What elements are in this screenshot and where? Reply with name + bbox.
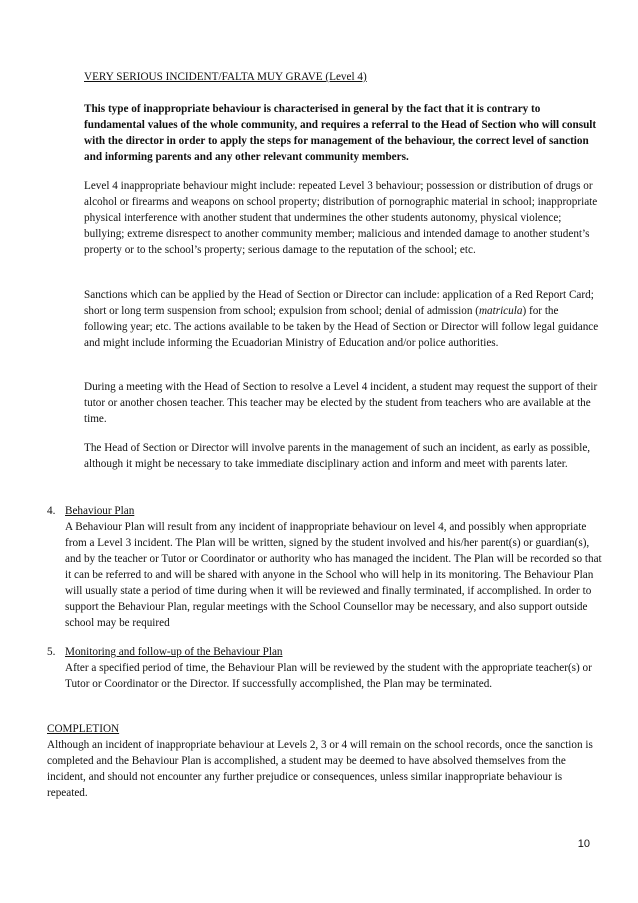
completion-heading: COMPLETION xyxy=(47,723,120,735)
level4-sanctions xyxy=(84,287,604,351)
completion-body: Although an incident of inappropriate behaviour at Levels 2, 3 or 4 will remain on the school records, once the sanction is completed and the Behaviour Plan is accomplished, a student may be deemed to have absolved themselves from the incident, and should not encounter any further prejudice or consequences, unless similar inappropriate behaviour is repeated. xyxy=(47,739,593,799)
page-number: 10 xyxy=(577,838,590,850)
section-title: Behaviour Plan xyxy=(65,505,135,517)
level4-examples xyxy=(84,178,604,258)
section-number: 4. xyxy=(47,505,56,517)
sanctions-italic-term: matricula xyxy=(478,305,523,317)
level4-parents: The Head of Section or Director will involve parents in the management of such an incident, as early as possible, although it might be necessary to take immediate disciplinary action and inform and meet with parents later. xyxy=(84,442,591,470)
level4-examples-text: Level 4 inappropriate behaviour might include: repeated Level 3 behaviour; possession or distribution of drugs or alcohol or firearms and weapons on school property; distribution of pornographic material in school; inappropriate physical interference with another student that undermines the other students autonomy, physical violence; bullying; extreme disrespect to another community member; malicious and intended damage to another student’s property or to the school’s property; serious damage to the reputation of the school; etc. xyxy=(84,180,598,256)
sanctions-text-before: Sanctions which can be applied by the Head of Section or Director can include: application of a Red Report Card; short or long term suspension from school; expulsion from school; denial of admission ( xyxy=(84,289,594,317)
level4-meeting: During a meeting with the Head of Section to resolve a Level 4 incident, a student may request the support of their tutor or another chosen teacher. This teacher may be elected by the student from teachers who are available at the time. xyxy=(84,381,598,425)
level4-intro: This type of inappropriate behaviour is characterised in general by the fact that it is contrary to fundamental values of the whole community, and requires a referral to the Head of Section who will consult with the director in order to apply the steps for management of the behaviour, the correct level of sanction and informing parents and any other relevant community members. xyxy=(84,103,597,163)
section-title: Monitoring and follow-up of the Behaviour Plan xyxy=(65,646,283,658)
section-number: 5. xyxy=(47,646,56,658)
level4-heading: VERY SERIOUS INCIDENT/FALTA MUY GRAVE (Level 4) xyxy=(84,71,367,83)
section-body: After a specified period of time, the Behaviour Plan will be reviewed by the student with the appropriate teacher(s) or Tutor or Coordinator or the Director. If successfully accomplished, the Plan may be terminated. xyxy=(65,662,592,690)
section-body: A Behaviour Plan will result from any incident of inappropriate behaviour on level 4, and possibly when appropriate from a Level 3 incident. The Plan will be written, signed by the student involved and his/her parent(s) or guardian(s), and by the teacher or Tutor or Coordinator or authority who has managed the incident. The Plan will be recorded so that it can be referred to and will be shared with anyone in the School who will help in its monitoring. The Behaviour Plan will usually state a period of time during when it will be reviewed and finally terminated, if accomplished. In order to support the Behaviour Plan, regular meetings with the School Counsellor may be necessary, and also support outside school may be required xyxy=(65,521,602,629)
sanctions-text-after: ) for the following year; etc. The actions available to be taken by the Head of Section or Director will follow legal guidance and might include informing the Ecuadorian Ministry of Education and/or police authorities. xyxy=(84,305,599,349)
